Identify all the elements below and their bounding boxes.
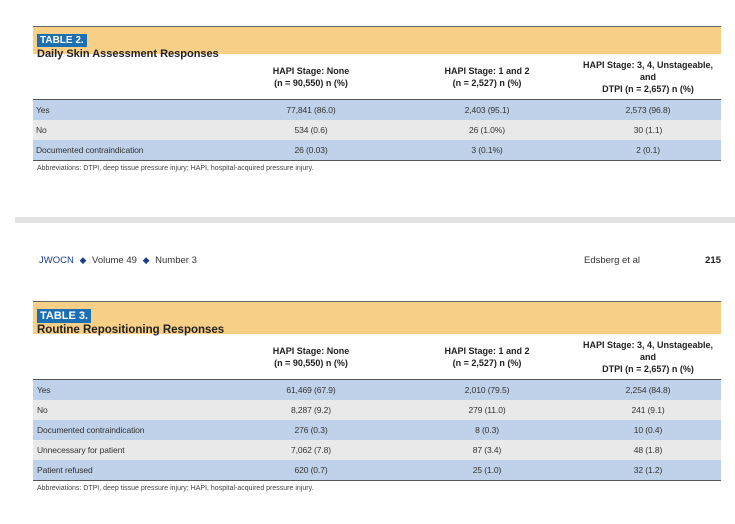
authors: Edsberg et al: [584, 255, 640, 266]
table-3-header-row: [33, 334, 721, 380]
table-3-title-band: [33, 301, 721, 334]
table-row: [33, 140, 721, 161]
row-label: No: [33, 400, 223, 420]
cell-value: 2,403 (95.1): [399, 100, 575, 121]
table-row: [33, 120, 721, 140]
table-2-grid: [33, 54, 721, 161]
table-2-title: Daily Skin Assessment Responses: [37, 48, 219, 60]
diamond-icon: ◆: [142, 255, 150, 265]
cell-value: 61,469 (67.9): [223, 380, 399, 401]
table-2-header-stage12-text: HAPI Stage: 1 and 2 (n = 2,527) n (%): [444, 66, 530, 88]
cell-value: 48 (1.8): [575, 440, 721, 460]
table-2-header-label: [33, 54, 223, 100]
cell-value: 2,573 (96.8): [575, 100, 721, 121]
table-3: [33, 301, 721, 492]
journal-name: JWOCN: [39, 255, 74, 266]
page-number: 215: [705, 255, 721, 266]
row-label: Patient refused: [33, 460, 223, 481]
row-label: Documented contraindication: [33, 140, 223, 161]
cell-value: 2 (0.1): [575, 140, 721, 161]
table-3-header-label: [33, 334, 223, 380]
running-head: [39, 255, 721, 269]
table-2-abbreviations: Abbreviations: DTPI, deep tissue pressure injury; HAPI, hospital-acquired pressure injury.: [37, 165, 314, 172]
table-row: [33, 460, 721, 481]
page-separator: [15, 217, 735, 223]
row-label: Documented contraindication: [33, 420, 223, 440]
diamond-icon: ◆: [79, 255, 87, 265]
cell-value: 279 (11.0): [399, 400, 575, 420]
table-2-header-row: [33, 54, 721, 100]
cell-value: 10 (0.4): [575, 420, 721, 440]
cell-value: 620 (0.7): [223, 460, 399, 481]
cell-value: 30 (1.1): [575, 120, 721, 140]
table-3-tag: TABLE 3.: [37, 309, 91, 323]
cell-value: 8 (0.3): [399, 420, 575, 440]
table-3-title: Routine Repositioning Responses: [37, 324, 225, 336]
cell-value: 25 (1.0): [399, 460, 575, 481]
row-label: No: [33, 120, 223, 140]
cell-value: 7,062 (7.8): [223, 440, 399, 460]
cell-value: 87 (3.4): [399, 440, 575, 460]
table-2-header-none: [223, 54, 399, 100]
table-3-header-stage34: [575, 334, 721, 380]
table-3-header-stage34-text: HAPI Stage: 3, 4, Unstageable, and DTPI (n = 2,657) n (%): [582, 340, 714, 374]
cell-value: 2,254 (84.8): [575, 380, 721, 401]
cell-value: 276 (0.3): [223, 420, 399, 440]
table-2-header-stage34: [575, 54, 721, 100]
journal-volume: Volume 49: [92, 255, 137, 266]
row-label: Yes: [33, 380, 223, 401]
table-row: [33, 380, 721, 401]
table-2-tag: TABLE 2.: [37, 34, 87, 47]
cell-value: 2,010 (79.5): [399, 380, 575, 401]
row-label: Yes: [33, 100, 223, 121]
row-label: Unnecessary for patient: [33, 440, 223, 460]
table-3-header-none-text: HAPI Stage: None (n = 90,550) n (%): [272, 346, 350, 368]
table-row: [33, 420, 721, 440]
table-3-grid: [33, 334, 721, 481]
table-row: [33, 440, 721, 460]
table-2: [33, 26, 721, 172]
journal-citation: [39, 255, 197, 266]
cell-value: 3 (0.1%): [399, 140, 575, 161]
table-2-title-band: [33, 26, 721, 60]
table-row: [33, 100, 721, 121]
table-3-abbreviations: Abbreviations: DTPI, deep tissue pressure injury; HAPI, hospital-acquired pressure injury.: [37, 485, 314, 492]
table-2-header-stage34-text: HAPI Stage: 3, 4, Unstageable, and DTPI (n = 2,657) n (%): [582, 60, 714, 94]
cell-value: 77,841 (86.0): [223, 100, 399, 121]
table-3-header-none: [223, 334, 399, 380]
cell-value: 241 (9.1): [575, 400, 721, 420]
table-2-header-none-text: HAPI Stage: None (n = 90,550) n (%): [272, 66, 350, 88]
table-3-header-stage12-text: HAPI Stage: 1 and 2 (n = 2,527) n (%): [444, 346, 530, 368]
cell-value: 32 (1.2): [575, 460, 721, 481]
cell-value: 26 (1.0%): [399, 120, 575, 140]
cell-value: 8,287 (9.2): [223, 400, 399, 420]
table-2-header-stage12: [399, 54, 575, 100]
cell-value: 26 (0.03): [223, 140, 399, 161]
table-3-header-stage12: [399, 334, 575, 380]
cell-value: 534 (0.6): [223, 120, 399, 140]
table-row: [33, 400, 721, 420]
journal-number: Number 3: [155, 255, 197, 266]
